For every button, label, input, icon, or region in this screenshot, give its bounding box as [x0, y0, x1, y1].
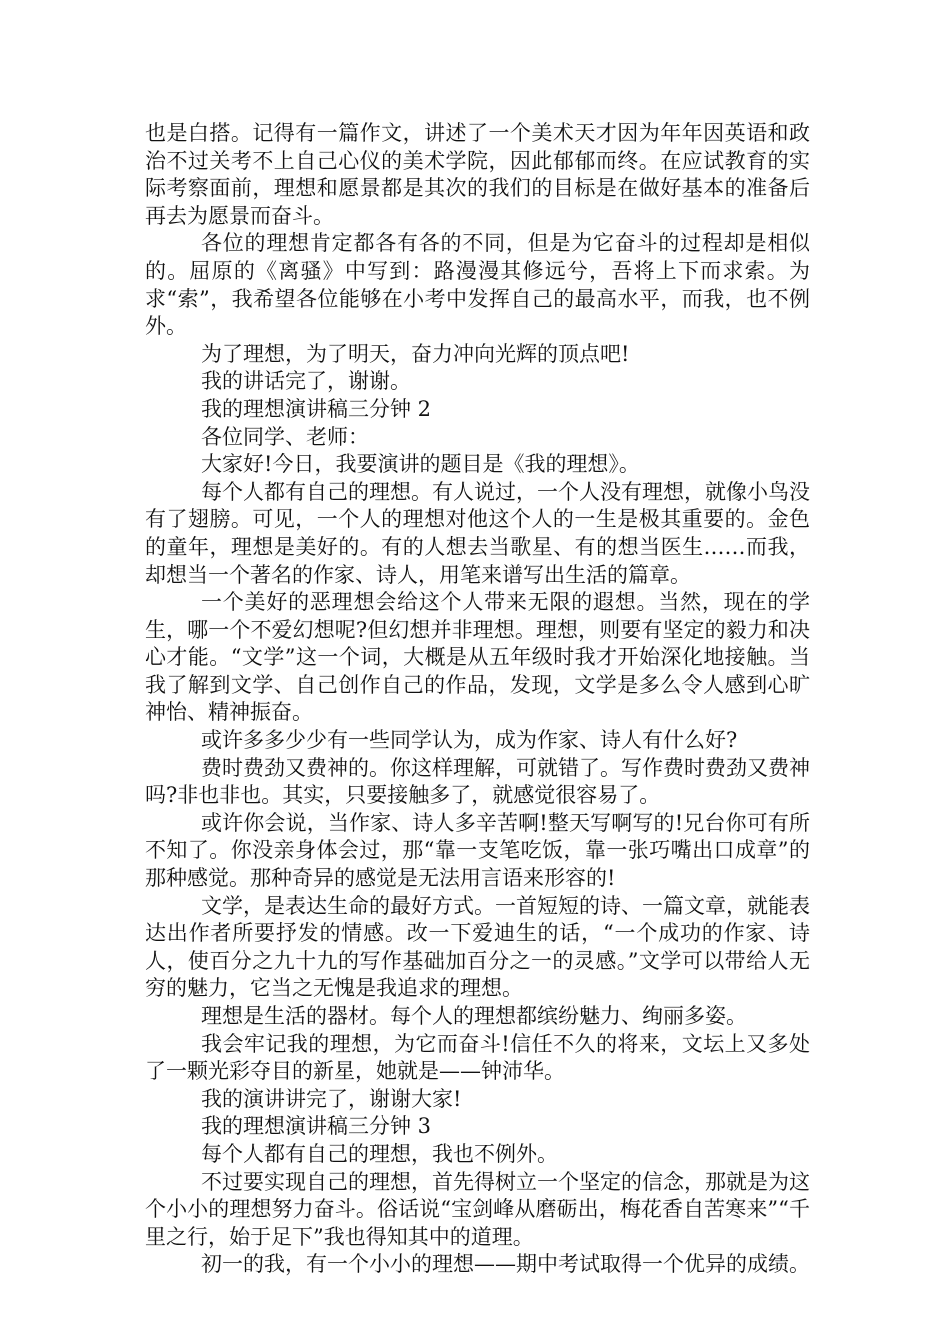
- paragraph: 费时费劲又费神的。你这样理解，可就错了。写作费时费劲又费神吗?非也非也。其实，只要接触多了，就感觉很容易了。: [145, 755, 810, 808]
- paragraph: 或许多多少少有一些同学认为，成为作家、诗人有什么好?: [201, 728, 738, 753]
- paragraph: 为了理想，为了明天，奋力冲向光辉的顶点吧!: [201, 341, 630, 366]
- section-heading: 我的理想演讲稿三分钟 2: [201, 396, 432, 421]
- section-heading: 我的理想演讲稿三分钟 3: [201, 1114, 432, 1139]
- paragraph: 也是白搭。记得有一篇作文，讲述了一个美术天才因为年年因英语和政治不过关考不上自己心仪的美术学院，因此郁郁而终。在应试教育的实际考察面前，理想和愿景都是其次的我们的目标是在做好基本的准备后再去为愿景而奋斗。: [145, 121, 810, 228]
- paragraph: 不过要实现自己的理想，首先得树立一个坚定的信念，那就是为这个小小的理想努力奋斗。俗话说“宝剑峰从磨砺出，梅花香自苦寒来”“千里之行，始于足下”我也得知其中的道理。: [145, 1169, 810, 1249]
- paragraph: 初一的我，有一个小小的理想——期中考试取得一个优异的成绩。: [201, 1252, 810, 1277]
- paragraph: 一个美好的恶理想会给这个人带来无限的遐想。当然，现在的学生，哪一个不爱幻想呢?但幻想并非理想。理想，则要有坚定的毅力和决心才能。“文学”这一个词，大概是从五年级时我才开始深化地接触。当我了解到文学、自己创作自己的作品，发现，文学是多么令人感到心旷神怡、精神振奋。: [145, 590, 810, 725]
- paragraph: 文学，是表达生命的最好方式。一首短短的诗、一篇文章，就能表达出作者所要抒发的情感。改一下爱迪生的话，“一个成功的作家、诗人，使百分之九十九的写作基础加百分之一的灵感。”文学可以带给人无穷的魅力，它当之无愧是我追求的理想。: [145, 893, 810, 1001]
- paragraph: 大家好!今日，我要演讲的题目是《我的理想》。: [201, 452, 640, 477]
- paragraph: 或许你会说，当作家、诗人多辛苦啊!整天写啊写的!兄台你可有所不知了。你没亲身体会过，那“靠一支笔吃饭，靠一张巧嘴出口成章”的那种感觉。那种奇异的感觉是无法用言语来形容的!: [145, 810, 810, 891]
- paragraph: 理想是生活的器材。每个人的理想都缤纷魅力、绚丽多姿。: [201, 1004, 747, 1028]
- paragraph: 我的讲话完了，谢谢。: [201, 369, 411, 394]
- salutation: 各位同学、老师：: [201, 424, 369, 449]
- paragraph: 我的演讲讲完了，谢谢大家!: [201, 1086, 462, 1111]
- paragraph: 各位的理想肯定都各有各的不同，但是为它奋斗的过程却是相似的。屈原的《离骚》中写到：路漫漫其修远兮，吾将上下而求索。为求“索”，我希望各位能够在小考中发挥自己的最高水平，而我，也不例外。: [145, 231, 810, 339]
- paragraph: 我会牢记我的理想，为它而奋斗!信任不久的将来，文坛上又多处了一颗光彩夺目的新星，她就是——钟沛华。: [145, 1031, 810, 1084]
- document-body: [145, 120, 810, 1279]
- paragraph: 每个人都有自己的理想。有人说过，一个人没有理想，就像小鸟没有了翅膀。可见，一个人的理想对他这个人的一生是极其重要的。金色的童年，理想是美好的。有的人想去当歌星、有的想当医生……而我，却想当一个著名的作家、诗人，用笔来谱写出生活的篇章。: [145, 479, 810, 587]
- paragraph: 每个人都有自己的理想，我也不例外。: [201, 1141, 558, 1166]
